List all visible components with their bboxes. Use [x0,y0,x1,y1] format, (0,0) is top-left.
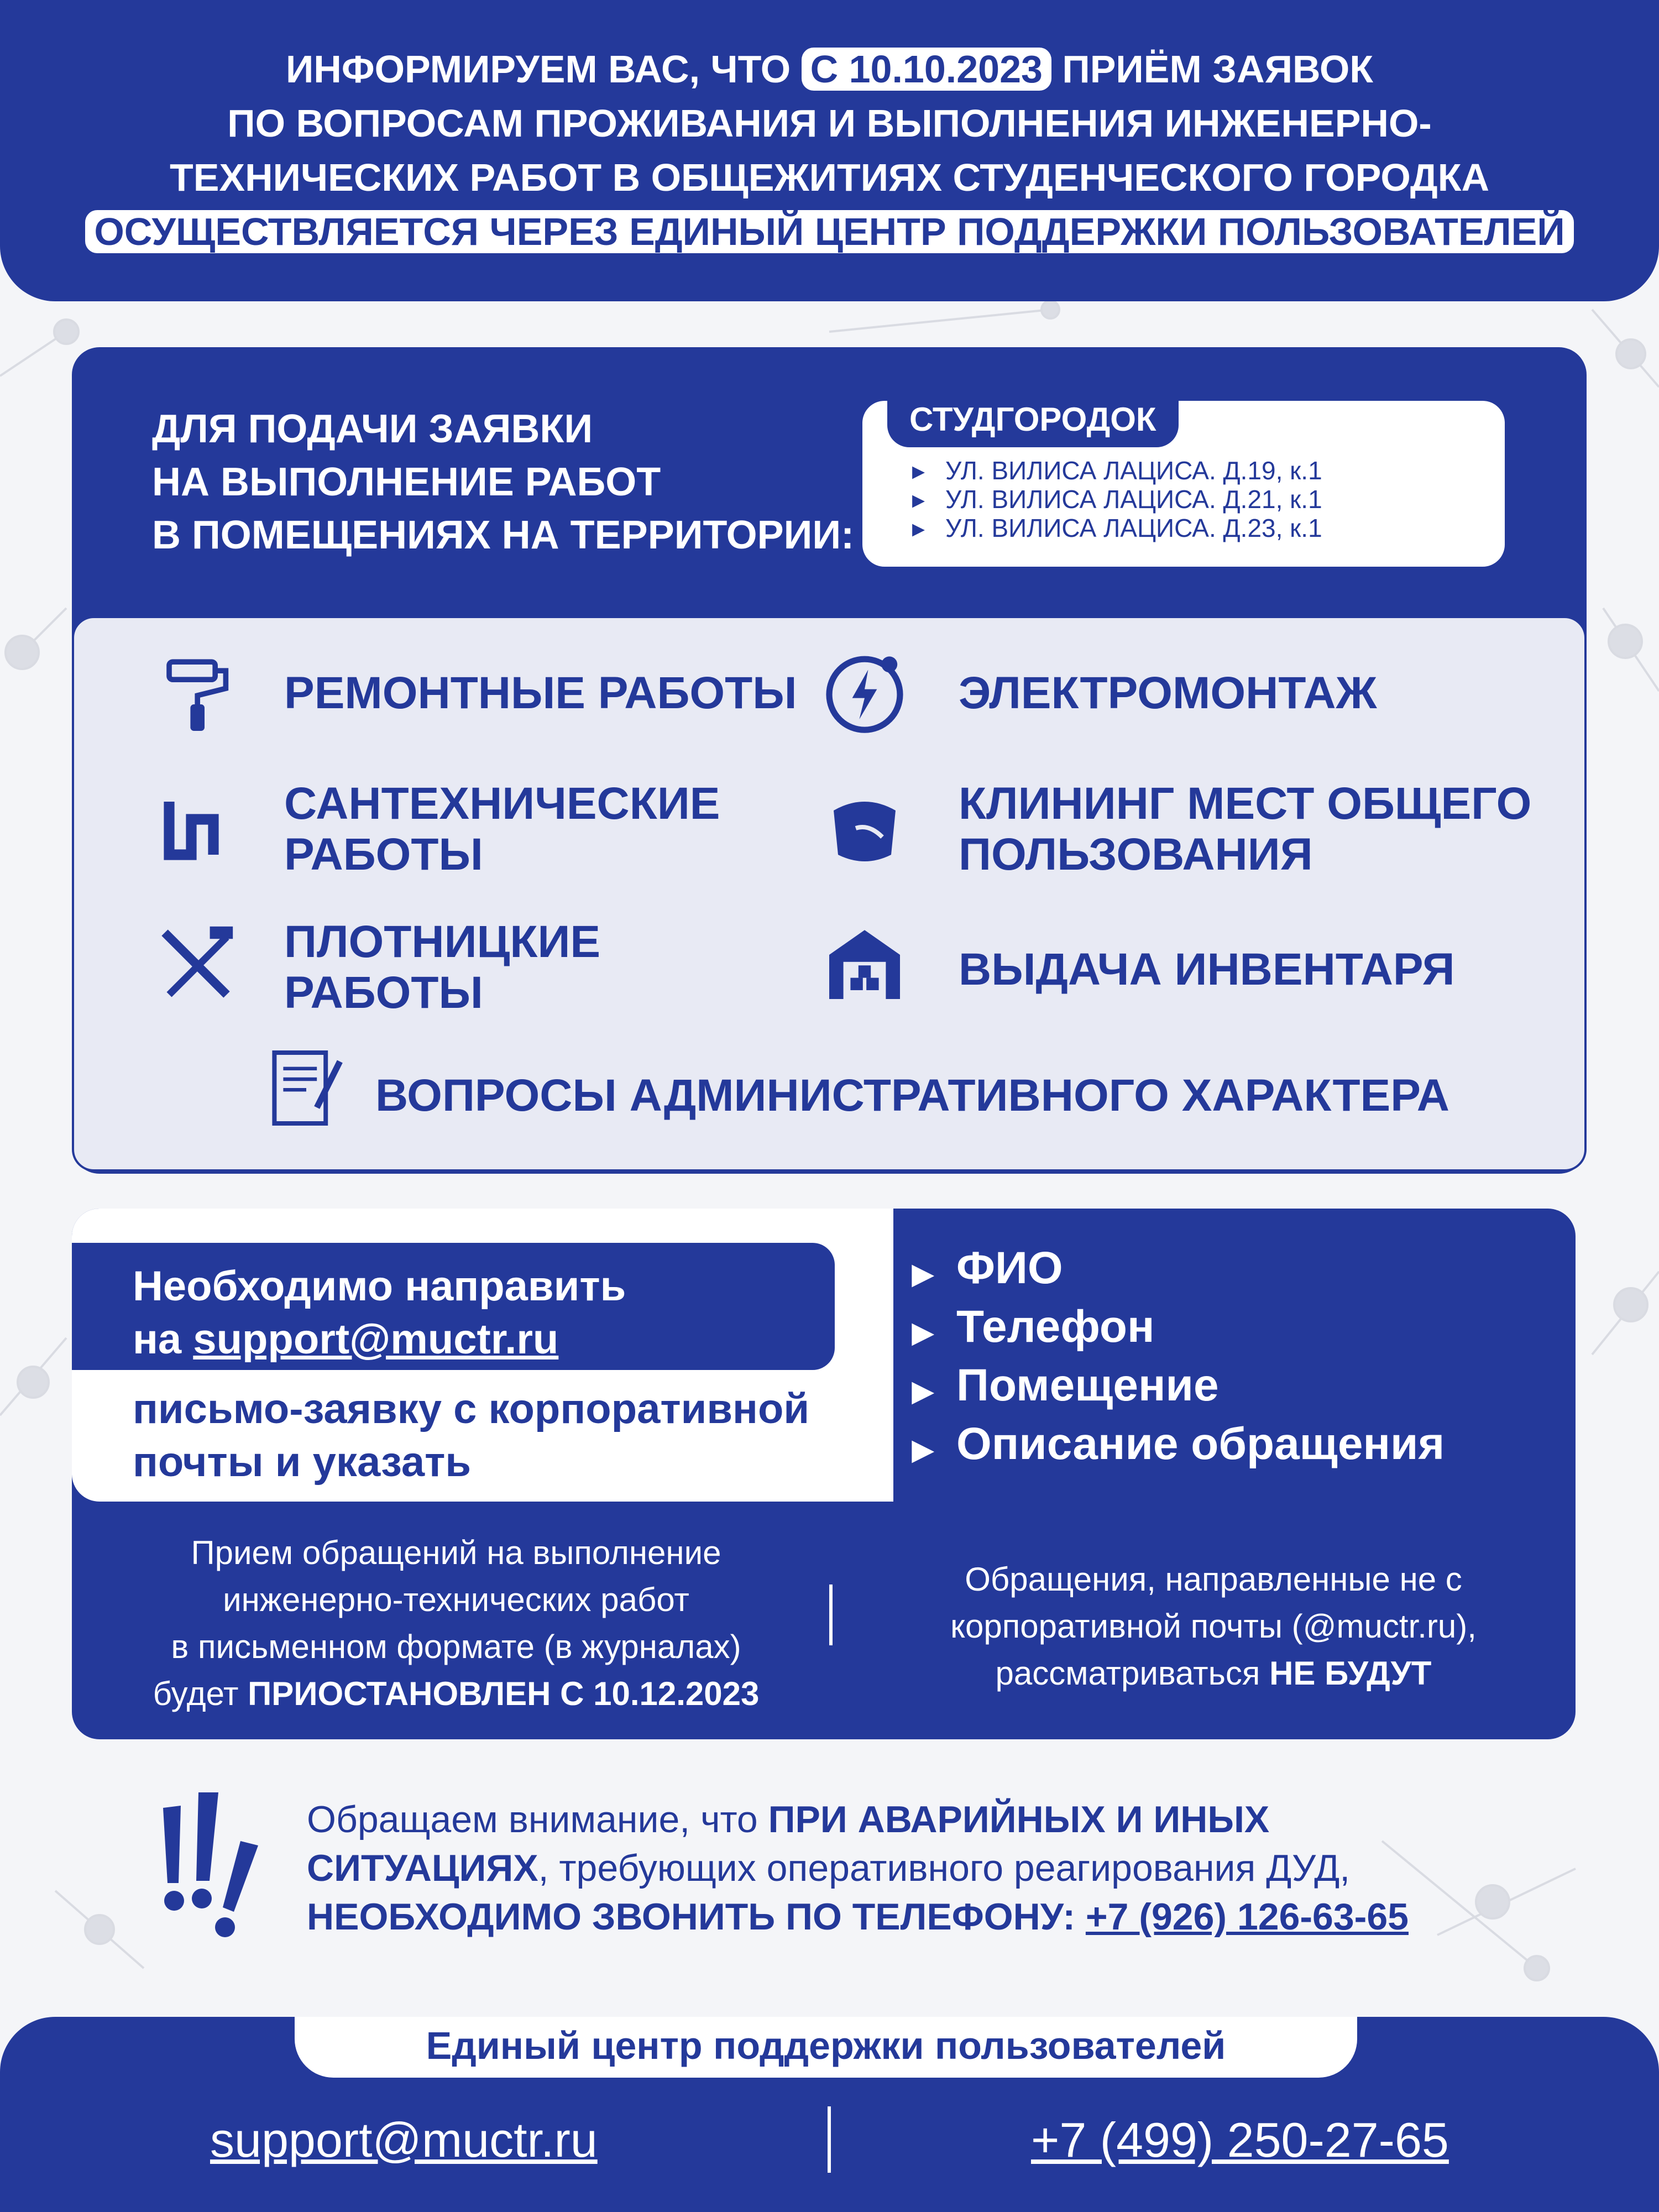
work-carpentry-line-2: РАБОТЫ [284,968,483,1018]
header-banner [0,0,1659,301]
exclamation-marks-icon [141,1786,274,1941]
pipe-icon [151,784,240,872]
header-line-1-post: ПРИЁМ ЗАЯВОК [1062,48,1374,91]
required-field [912,1298,1445,1356]
emergency-line-1 [307,1795,1409,1844]
emergency-emphasis-2: СИТУАЦИЯХ [307,1847,538,1889]
warehouse-icon [820,919,909,1008]
triangle-bullet-icon: ▶ [912,1376,934,1406]
send-title [133,1260,626,1366]
work-types-panel [72,616,1587,1172]
required-field [912,1415,1445,1473]
work-electric-label: ЭЛЕКТРОМОНТАЖ [959,668,1377,718]
note-left-emphasis: ПРИОСТАНОВЛЕН С 10.12.2023 [248,1675,760,1712]
required-fields-list [912,1239,1445,1473]
note-left-line-3: в письменном формате (в журналах) [171,1628,741,1665]
work-cleaning-label [959,778,1531,880]
required-field [912,1239,1445,1298]
required-field-label: ФИО [956,1243,1063,1293]
footer-phone-link[interactable]: +7 (499) 250-27-65 [1031,2112,1449,2167]
work-cleaning-line-2: ПОЛЬЗОВАНИЯ [959,829,1313,880]
campus-box [862,401,1505,567]
required-field-label: Описание обращения [956,1419,1445,1469]
lightning-bolt-icon [820,649,909,737]
application-heading [152,402,854,562]
emergency-emphasis-3: НЕОБХОДИМО ЗВОНИТЬ ПО ТЕЛЕФОНУ: [307,1896,1075,1938]
header-line-3: ТЕХНИЧЕСКИХ РАБОТ В ОБЩЕЖИТИЯХ СТУДЕНЧЕСКОГО ГОРОДКА [169,156,1490,199]
campus-title: СТУДГОРОДОК [887,398,1179,447]
note-left-line-4 [72,1670,840,1717]
work-plumbing-line-1: САНТЕХНИЧЕСКИЕ [284,778,720,829]
campus-address: ▸ УЛ. ВИЛИСА ЛАЦИСА. Д.21, к.1 [945,485,1322,514]
note-journals-suspended [72,1529,840,1717]
required-field [912,1356,1445,1415]
note-left-line-1: Прием обращений на выполнение [191,1534,721,1571]
cleaning-cloth-icon [820,784,909,872]
emergency-notice [307,1795,1409,1941]
required-field-label: Телефон [956,1301,1155,1352]
work-plumbing-label [284,778,720,880]
header-line-4 [0,207,1659,257]
triangle-bullet-icon: ▶ [912,1434,934,1465]
emergency-line-2 [307,1844,1409,1892]
work-repair-label: РЕМОНТНЫЕ РАБОТЫ [284,668,797,718]
hammer-ruler-icon [151,919,240,1008]
header-line-1-pre: ИНФОРМИРУЕМ ВАС, ЧТО [285,48,791,91]
emergency-line-2-text: , требующих оперативного реагирования ДУД, [538,1847,1351,1889]
note-corporate-mail-only [851,1556,1576,1697]
work-carpentry-label [284,917,600,1018]
note-divider [829,1585,833,1645]
document-signature-icon [262,1044,350,1132]
work-inventory-label: ВЫДАЧА ИНВЕНТАРЯ [959,944,1455,995]
note-right-line-2: корпоративной почты (@muctr.ru), [950,1608,1477,1645]
header-line-4-highlight: ОСУЩЕСТВЛЯЕТСЯ ЧЕРЕЗ ЕДИНЫЙ ЦЕНТР ПОДДЕРЖКИ ПОЛЬЗОВАТЕЛЕЙ [85,210,1573,253]
emergency-prefix: Обращаем внимание, что [307,1798,758,1840]
note-right-prefix: рассматриваться [995,1655,1260,1692]
work-carpentry-line-1: ПЛОТНИЦКИЕ [284,917,601,967]
note-right-emphasis: НЕ БУДУТ [1269,1655,1432,1692]
triangle-bullet-icon: ▶ [912,1317,934,1348]
footer-title: Единый центр поддержки пользователей [426,2024,1226,2067]
send-title-line-1: Необходимо направить [133,1263,626,1310]
required-field-label: Помещение [956,1360,1219,1410]
footer-divider [828,2106,831,2173]
send-title-prefix: на [133,1316,182,1363]
header-line-1 [0,44,1659,94]
send-body-line-1: письмо-заявку с корпоративной [133,1385,810,1432]
work-plumbing-line-2: РАБОТЫ [284,829,483,880]
application-heading-line-2: НА ВЫПОЛНЕНИЕ РАБОТ [152,460,661,504]
application-heading-line-1: ДЛЯ ПОДАЧИ ЗАЯВКИ [152,407,593,451]
header-line-2: ПО ВОПРОСАМ ПРОЖИВАНИЯ И ВЫПОЛНЕНИЯ ИНЖЕНЕРНО- [227,102,1432,145]
paint-roller-icon [151,651,240,740]
work-admin-label: ВОПРОСЫ АДМИНИСТРАТИВНОГО ХАРАКТЕРА [375,1070,1449,1121]
application-heading-line-3: В ПОМЕЩЕНИЯХ НА ТЕРРИТОРИИ: [152,513,855,557]
send-body [133,1383,809,1489]
emergency-phone-link[interactable]: +7 (926) 126-63-65 [1085,1896,1409,1938]
work-cleaning-line-1: КЛИНИНГ МЕСТ ОБЩЕГО [959,778,1532,829]
request-instructions-section [72,1209,1576,1739]
note-left-line-2: инженерно-технических работ [223,1581,689,1618]
note-right-line-1: Обращения, направленные не с [965,1561,1462,1598]
support-email-link[interactable]: support@muctr.ru [193,1316,559,1363]
triangle-bullet-icon: ▶ [912,1258,934,1289]
emergency-line-3 [307,1892,1409,1941]
campus-address: ▸ УЛ. ВИЛИСА ЛАЦИСА. Д.19, к.1 [945,456,1322,485]
send-body-line-2: почты и указать [133,1439,472,1486]
footer-email-link[interactable]: support@muctr.ru [210,2112,598,2167]
campus-address-list [945,456,1322,542]
campus-address: ▸ УЛ. ВИЛИСА ЛАЦИСА. Д.23, к.1 [945,514,1322,542]
send-title-line-2 [133,1313,626,1366]
note-left-prefix: будет [153,1675,239,1712]
note-right-line-3 [851,1650,1576,1697]
header-date-highlight: С 10.10.2023 [802,48,1051,91]
emergency-emphasis-1: ПРИ АВАРИЙНЫХ И ИНЫХ [768,1798,1270,1840]
application-section [72,347,1587,1174]
